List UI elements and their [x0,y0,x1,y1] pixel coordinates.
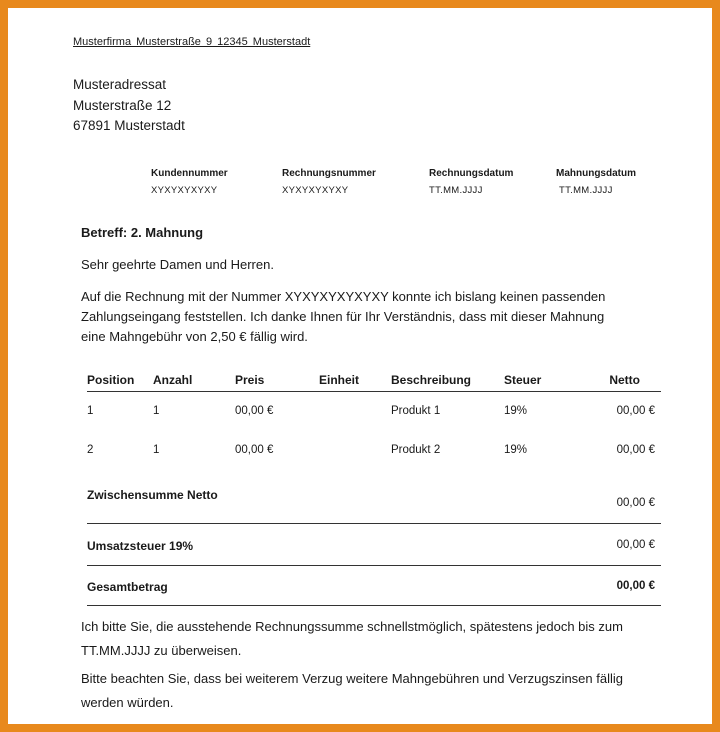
total-value: 00,00 € [616,580,655,592]
recipient-street: Musterstraße 12 [73,97,172,113]
cell-netto: 00,00 € [616,405,655,417]
subtotal-value: 00,00 € [616,497,655,509]
paragraph-line: eine Mahngebühr von 2,50 € fällig wird. [81,329,308,344]
tax-value: 00,00 € [616,539,655,551]
meta-value: XYXYXYXYXY [151,185,218,196]
recipient-city: 67891 Musterstadt [73,118,185,133]
cell-preis: 00,00 € [235,405,274,417]
tax-divider [87,565,661,566]
cell-beschreibung: Produkt 2 [391,444,441,456]
closing-line: TT.MM.JJJJ zu überweisen. [81,643,242,658]
meta-label: Rechnungsnummer [282,168,376,179]
sender-line: Musterfirma Musterstraße 9 12345 Musterstadt [73,36,311,48]
meta-customer-number [151,168,228,196]
meta-value: TT.MM.JJJJ [429,185,483,196]
cell-position: 1 [87,405,94,417]
col-header-position: Position [87,373,135,387]
closing-line: werden würden. [81,695,174,710]
recipient-name: Musteradressat [73,77,167,92]
cell-anzahl: 1 [153,444,160,456]
col-header-anzahl: Anzahl [153,373,193,387]
cell-anzahl: 1 [153,405,160,417]
header-divider [87,391,661,392]
cell-netto: 00,00 € [616,444,655,456]
meta-label: Mahnungsdatum [556,168,636,179]
paragraph-line: Zahlungseingang feststellen. Ich danke Ihnen für Ihr Verständnis, dass mit dieser Mahnung [81,309,605,324]
closing-paragraph-2 [81,667,681,715]
meta-invoice-date [429,168,513,196]
closing-paragraph-1 [81,615,681,663]
col-header-preis: Preis [235,373,265,387]
total-divider [87,605,661,606]
recipient-address [73,75,185,137]
cell-position: 2 [87,444,94,456]
col-header-netto: Netto [609,373,640,387]
body-paragraph [81,287,651,347]
col-header-einheit: Einheit [319,373,360,387]
meta-label: Kundennummer [151,168,228,179]
meta-label: Rechnungsdatum [429,168,514,179]
tax-label: Umsatzsteuer 19% [87,539,194,553]
col-header-steuer: Steuer [504,373,542,387]
col-header-beschreibung: Beschreibung [391,373,472,387]
meta-invoice-number [282,168,376,196]
meta-reminder-date [556,168,636,196]
subtotal-label: Zwischensumme Netto [87,488,218,502]
cell-beschreibung: Produkt 1 [391,405,441,417]
greeting: Sehr geehrte Damen und Herren. [81,257,274,272]
cell-preis: 00,00 € [235,444,274,456]
subject-line: Betreff: 2. Mahnung [81,225,204,240]
closing-line: Ich bitte Sie, die ausstehende Rechnungssumme schnellstmöglich, spätestens jedoch bis zum [81,619,623,634]
total-label: Gesamtbetrag [87,580,168,594]
meta-value: XYXYXYXYXY [282,185,349,196]
cell-steuer: 19% [504,405,528,417]
closing-line: Bitte beachten Sie, dass bei weiterem Verzug weitere Mahngebühren und Verzugszinsen fällig [81,671,623,686]
cell-steuer: 19% [504,444,528,456]
paragraph-line: Auf die Rechnung mit der Nummer XYXYXYXYXYXY konnte ich bislang keinen passenden [81,289,606,304]
subtotal-divider [87,523,661,524]
meta-value: TT.MM.JJJJ [559,185,613,196]
